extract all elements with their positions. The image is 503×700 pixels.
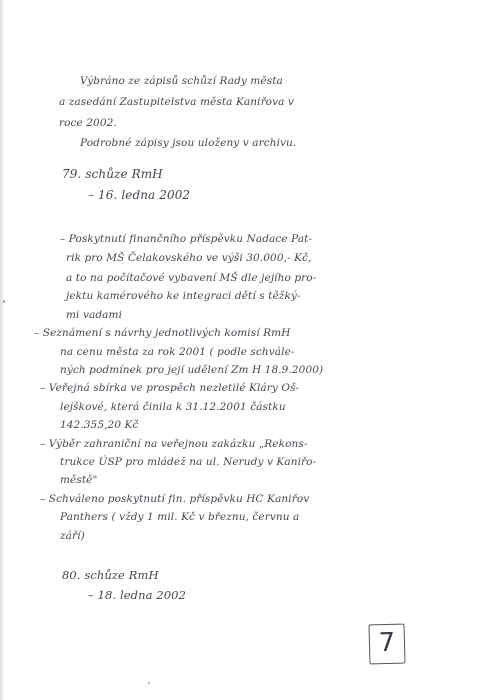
meeting-79-item-line: – Veřejná sbírka ve prospěch nezletilé Kláry Oš-	[40, 382, 300, 394]
intro-line-1: Výbráno ze zápisů schůzí Rady města	[80, 75, 283, 87]
intro-line-4: Podrobné zápisy jsou uloženy v archivu.	[80, 137, 297, 149]
meeting-79-item-line: – Poskytnutí finančního příspěvku Nadace Pat-	[60, 233, 313, 245]
meeting-79-item-line: lejškové, která činila k 31.12.2001 částku	[60, 401, 286, 413]
meeting-79-item-line: 142.355,20 Kč	[60, 419, 139, 431]
meeting-80-date: – 18. ledna 2002	[88, 588, 186, 602]
meeting-79-item-line: na cenu města za rok 2001 ( podle schvále-	[60, 346, 295, 358]
page-number-box	[368, 624, 405, 665]
meeting-79-item-line: mi vadami	[66, 309, 123, 321]
meeting-79-item-line: trukce ÚSP pro mládež na ul. Nerudy v Kaniřo-	[60, 456, 317, 468]
scan-speck	[3, 300, 5, 303]
intro-line-3: roce 2002.	[59, 117, 117, 129]
meeting-79-item-line: rik pro MŠ Čelakovského ve výši 30.000,- Kč,	[66, 252, 312, 264]
meeting-79-item-line: září)	[60, 530, 85, 542]
meeting-79-item-line: – Schváleno poskytnutí fin. příspěvku HC Kaniřov	[40, 493, 310, 505]
page-number: 7	[378, 627, 396, 659]
meeting-79-item-line: – Výběr zahraniční na veřejnou zakázku „Rekons-	[40, 438, 308, 450]
intro-line-2: a zasedání Zastupitelstva města Kaniřova v	[59, 96, 294, 108]
meeting-79-item-line: a to na počítačové vybavení MŠ dle jejího pro-	[66, 272, 317, 284]
meeting-79-heading: 79. schůze RmH	[62, 167, 163, 181]
meeting-79-item-line: městě"	[60, 474, 98, 486]
scan-speck	[148, 682, 150, 684]
meeting-79-item-line: jektu kamérového ke integraci dětí s těžký-	[66, 290, 301, 302]
scan-edge	[0, 0, 4, 700]
meeting-80-heading: 80. schůze RmH	[62, 568, 159, 582]
meeting-79-item-line: Panthers ( vždy 1 mil. Kč v březnu, červnu a	[60, 511, 300, 523]
meeting-79-item-line: – Seznámení s návrhy jednotlivých komisí RmH	[34, 327, 291, 339]
meeting-79-item-line: ných podmínek pro její udělení Zm H 18.9.2000)	[60, 364, 324, 376]
meeting-79-date: – 16. ledna 2002	[88, 188, 191, 202]
